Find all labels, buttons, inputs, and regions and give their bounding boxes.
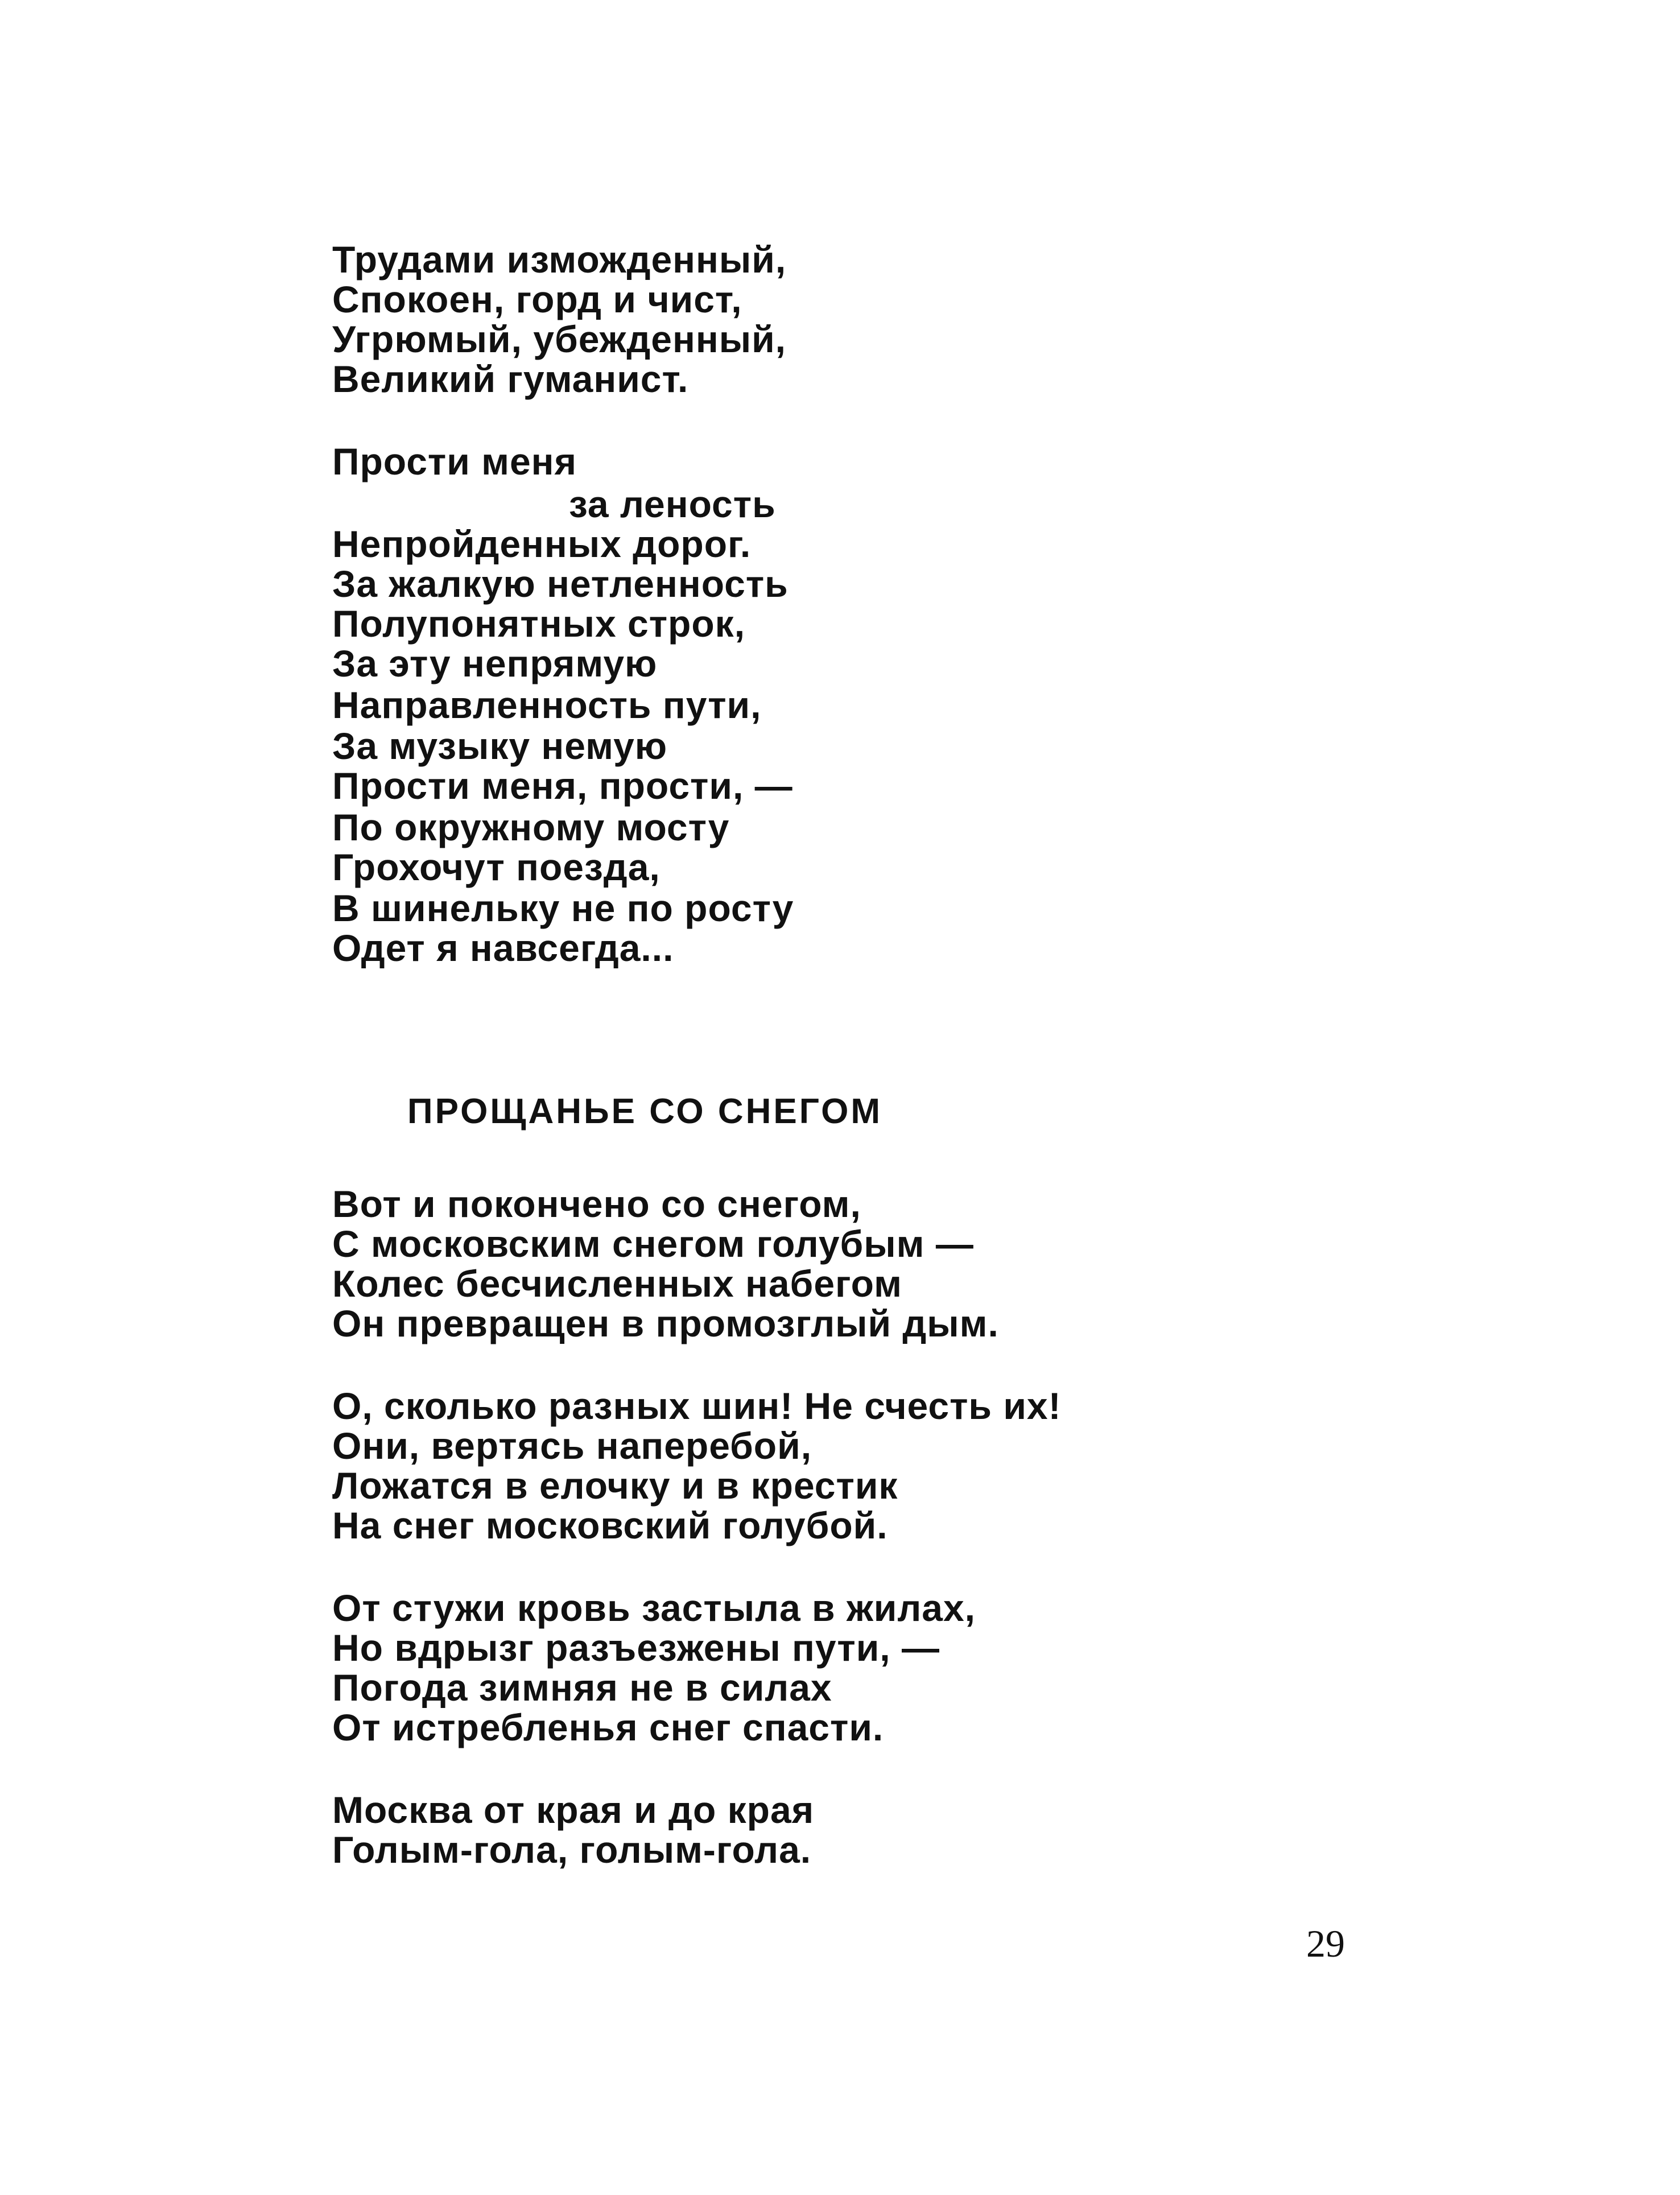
poem-line: За музыку немую — [332, 725, 668, 767]
poem-line: Вот и покончено со снегом, — [332, 1183, 861, 1225]
poem-line: По окружному мосту — [332, 806, 730, 848]
poem-line: Непройденных дорог. — [332, 523, 752, 565]
poem-line: О, сколько разных шин! Не счесть их! — [332, 1385, 1062, 1427]
poem-line: На снег московский голубой. — [332, 1504, 888, 1546]
poem-line: Одет я навсегда... — [332, 927, 674, 969]
poem-line: Спокоен, горд и чист, — [332, 278, 742, 320]
poem-line: Ложатся в елочку и в крестик — [332, 1464, 898, 1507]
poem-line: Они, вертясь наперебой, — [332, 1425, 812, 1467]
poem-line: за леность — [569, 483, 776, 525]
poem-line: Прости меня, прости, — — [332, 765, 793, 807]
poem-line: Великий гуманист. — [332, 358, 689, 400]
poem-line: Грохочут поезда, — [332, 846, 661, 888]
poem-line: С московским снегом голубым — — [332, 1223, 974, 1265]
poem-line: Погода зимняя не в силах — [332, 1666, 832, 1709]
poem-line: Направленность пути, — [332, 684, 762, 726]
page-number: 29 — [1306, 1922, 1345, 1965]
poem-line: От стужи кровь застыла в жилах, — [332, 1587, 976, 1629]
poem-line: Колес бесчисленных набегом — [332, 1262, 902, 1305]
poem-line: За жалкую нетленность — [332, 563, 789, 605]
poem-line: Он превращен в промозглый дым. — [332, 1302, 999, 1344]
poem-line: В шинельку не по росту — [332, 887, 794, 929]
poem-line: Москва от края и до края — [332, 1789, 815, 1831]
poem-line: За эту непрямую — [332, 642, 658, 684]
poem-line: Голым-гола, голым-гола. — [332, 1829, 812, 1871]
poem-line: Но вдрызг разъезжены пути, — — [332, 1627, 940, 1669]
poem-line: Трудами изможденный, — [332, 238, 787, 280]
poem-line: От истребленья снег спасти. — [332, 1706, 884, 1748]
poem-line: Полупонятных строк, — [332, 603, 746, 645]
poem-line: Угрюмый, убежденный, — [332, 318, 786, 360]
poem-line: Прости меня — [332, 440, 577, 482]
poem-title: ПРОЩАНЬЕ СО СНЕГОМ — [407, 1092, 882, 1131]
